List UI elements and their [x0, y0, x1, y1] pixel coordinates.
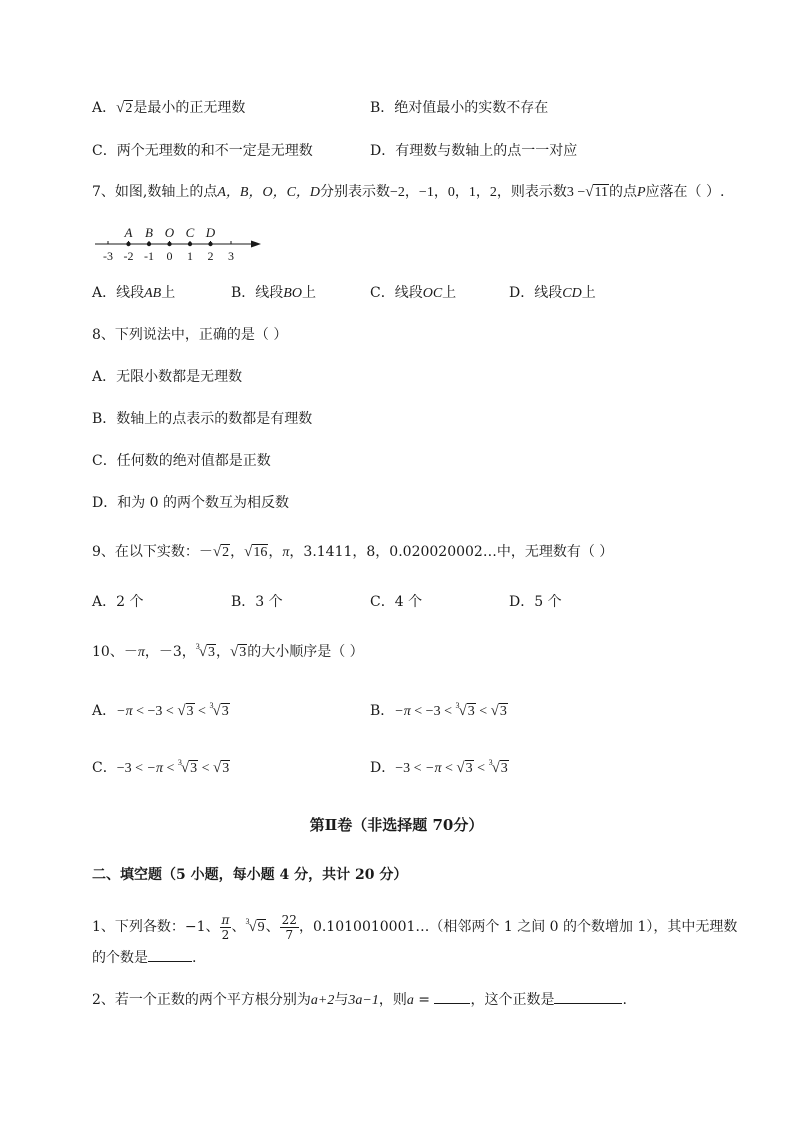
q8-stem: 8、下列说法中，正确的是（ ） — [92, 327, 288, 343]
sqrt-symbol: √3 — [456, 760, 473, 776]
fraction-pi-over-2: $\frac{\pi}{2}$ — [221, 912, 230, 942]
sqrt-symbol: √16 — [244, 544, 268, 560]
q7-option-d: D．线段CD上 — [509, 285, 596, 301]
q9-stem: 9、在以下实数：－√2，√16，π，3.1411，8，0.020020002…中，无理数有（ ） — [92, 544, 614, 560]
axis-tick-label: 0 — [166, 249, 173, 263]
f1-stem: 1、下列各数：−1、 $\frac{\pi}{2}$ 、 3 √9、 $\frac{22}{7}$ ，0.1010010001…（相邻两个 1 之间 0 的个数增加 1），其中无理数 — [92, 912, 738, 942]
q9-option-b: B．3 个 — [231, 594, 283, 610]
axis-tick-label: -2 — [123, 249, 134, 263]
axis-point-letter: O — [164, 225, 175, 240]
q9-option-c: C．4 个 — [370, 594, 423, 610]
q6-option-c: C．两个无理数的和不一定是无理数 — [92, 143, 313, 159]
answer-blank-number[interactable] — [554, 991, 622, 1004]
sqrt-symbol: √3 — [177, 703, 194, 719]
axis-point — [208, 242, 212, 246]
cube-root-symbol: 3 √3 — [488, 758, 508, 776]
axis-point — [126, 242, 130, 246]
answer-blank-a[interactable] — [434, 991, 470, 1004]
axis-tick-label: 2 — [207, 249, 214, 263]
section-heading: 二、填空题（5 小题，每小题 4 分，共计 20 分） — [92, 867, 408, 883]
sqrt-symbol: √2 — [212, 544, 230, 560]
axis-point-letter: A — [124, 225, 133, 240]
axis-tick-label: 1 — [187, 249, 193, 263]
q6-option-a: A．√2是最小的正无理数 — [92, 100, 246, 116]
axis-tick-label: -3 — [103, 249, 113, 263]
axis-point — [147, 242, 151, 246]
axis-point-letter: D — [205, 225, 216, 240]
axis-arrow-icon — [251, 241, 261, 248]
q8-option-b: B．数轴上的点表示的数都是有理数 — [92, 411, 313, 427]
cube-root-symbol: 3 √3 — [195, 642, 215, 660]
cube-root-symbol: 3 √3 — [209, 701, 229, 719]
sqrt-symbol: √2 — [116, 100, 133, 116]
f1-line2: 的个数是 . — [92, 950, 197, 966]
q9-option-a: A．2 个 — [92, 594, 144, 610]
q6-option-b: B．绝对值最小的实数不存在 — [370, 100, 549, 116]
f2-stem: 2、若一个正数的两个平方根分别为a+2与3a−1，则a = ，这个正数是 . — [92, 992, 627, 1008]
fraction-22-over-7: $\frac{22}{7}$ — [281, 912, 297, 942]
answer-blank[interactable] — [148, 949, 192, 962]
cube-root-symbol: 3 √3 — [177, 758, 198, 776]
q7-option-b: B．线段BO上 — [231, 285, 316, 301]
cube-root-symbol: 3 √9 — [245, 917, 265, 935]
sqrt-symbol: √3 — [230, 644, 247, 660]
cube-root-symbol: 3 √3 — [455, 701, 475, 719]
axis-point — [167, 242, 171, 246]
number-line-figure — [95, 222, 270, 264]
q6-option-d: D．有理数与数轴上的点一一对应 — [370, 143, 578, 159]
axis-tick-label: 3 — [228, 249, 234, 263]
q7-stem: 7、如图,数轴上的点A，B，O，C，D分别表示数−2，−1，0，1，2，则表示数3 −√11的点P应落在（ ）. — [92, 184, 725, 200]
q10-option-b: B．−π < −3 < 3 √3 < √3 — [370, 701, 507, 719]
q10-option-d: D．−3 < −π < √3 < 3 √3 — [370, 758, 508, 776]
axis-point-letter: B — [145, 225, 153, 240]
q10-stem: 10、－π，－3， 3 √3，√3的大小顺序是（ ） — [92, 642, 364, 660]
q7-option-a: A．线段AB上 — [92, 285, 176, 301]
axis-tick-label: -1 — [144, 249, 154, 263]
axis-point-letter: C — [185, 225, 195, 240]
sqrt-symbol: √3 — [213, 760, 230, 776]
q10-option-a: A．−π < −3 < √3 < 3 √3 — [92, 701, 229, 719]
q10-option-c: C．−3 < −π < 3 √3 < √3 — [92, 758, 230, 776]
axis-point — [188, 242, 192, 246]
sqrt-symbol: √11 — [585, 184, 608, 200]
q7-option-c: C．线段OC上 — [370, 285, 457, 301]
sqrt-symbol: √3 — [490, 703, 507, 719]
q8-option-c: C．任何数的绝对值都是正数 — [92, 453, 271, 469]
part-2-title: 第Ⅱ卷（非选择题 70分） — [309, 816, 484, 834]
q8-option-a: A．无限小数都是无理数 — [92, 369, 243, 385]
q8-option-d: D．和为 0 的两个数互为相反数 — [92, 495, 290, 511]
q9-option-d: D．5 个 — [509, 594, 562, 610]
